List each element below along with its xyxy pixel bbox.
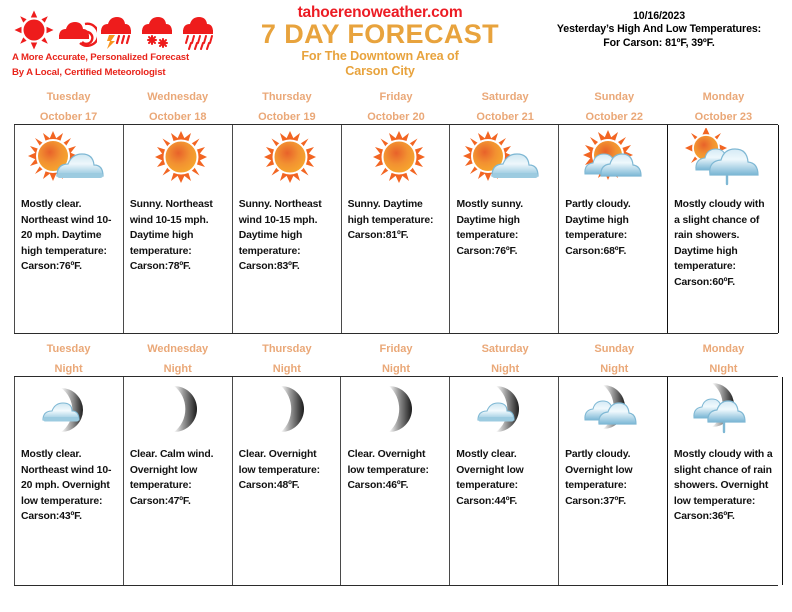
night-forecast-text: Clear. Overnight low temperature: Carson:46ºF. <box>347 449 429 492</box>
page-subtitle-line1: For The Downtown Area of <box>301 49 459 63</box>
day-name: Sunday <box>594 91 635 103</box>
day-header-5 <box>560 90 669 124</box>
night-day-name: Sunday <box>594 343 635 355</box>
night-day-name: Friday <box>379 343 413 355</box>
night-day-name: Thursday <box>262 343 312 355</box>
day-forecast-text: Mostly cloudy with a slight chance of rain showers. Daytime high temperature: Carson:60ºF. <box>674 199 765 288</box>
night-cell-2[interactable] <box>232 377 342 585</box>
day-name: Monday <box>702 91 745 103</box>
night-label: Night <box>163 363 192 375</box>
night-label: Night <box>600 363 629 375</box>
cloud-lightning-rain-icon <box>98 10 138 50</box>
night-day-name: Monday <box>702 343 745 355</box>
page-title: 7 DAY FORECAST <box>260 19 500 49</box>
sun-behind-cloud-icon <box>55 10 97 50</box>
night-header-row <box>14 334 778 376</box>
yesterday-temps-block <box>534 10 784 50</box>
night-row-wrapper <box>14 376 778 586</box>
night-cell-0[interactable] <box>14 377 124 585</box>
night-header-1 <box>123 342 232 376</box>
yesterday-temps-value: For Carson: 81ºF, 39ºF. <box>603 36 715 49</box>
sun-behind-cloud-icon <box>21 129 117 185</box>
sun-behind-clouds-icon <box>565 129 661 185</box>
yesterday-temps-label: Yesterday’s High And Low Temperatures: <box>556 23 762 36</box>
night-header-0 <box>14 342 123 376</box>
moon-behind-cloud-icon <box>21 381 117 437</box>
day-row-wrapper <box>14 124 778 334</box>
day-date: October 22 <box>585 111 643 123</box>
night-day-name: Wednesday <box>147 343 209 355</box>
night-label: Night <box>54 363 83 375</box>
brand-logo <box>10 4 215 79</box>
day-forecast-text: Mostly sunny. Daytime high temperature: Carson:76ºF. <box>456 199 523 257</box>
moon-clouds-rain-icon <box>674 381 776 437</box>
day-name: Thursday <box>262 91 312 103</box>
day-header-1 <box>123 90 232 124</box>
night-cell-5[interactable] <box>558 377 668 585</box>
night-forecast-text: Mostly cloudy with a slight chance of rain showers. Overnight low temperature: Carson:36ºF. <box>673 449 773 523</box>
day-cell-5[interactable] <box>558 125 668 333</box>
sun-icon <box>130 129 226 185</box>
day-forecast-text: Partly cloudy. Daytime high temperature: Carson:68ºF. <box>565 199 631 257</box>
night-cell-4[interactable] <box>449 377 559 585</box>
crescent-moon-icon <box>130 381 226 437</box>
day-forecast-text: Mostly clear. Northeast wind 10-20 mph. Daytime high temperature: Carson:76ºF. <box>21 199 112 273</box>
night-label: Night <box>381 363 411 375</box>
site-url[interactable]: tahoerenoweather.com <box>297 4 463 21</box>
title-block <box>215 4 545 79</box>
day-date: October 18 <box>148 111 207 123</box>
day-header-6 <box>669 90 778 124</box>
night-forecast-text: Mostly clear. Northeast wind 10-20 mph. Overnight low temperature: Carson:43ºF. <box>21 449 112 523</box>
day-date: October 17 <box>39 111 98 123</box>
logo-tagline-line1: A More Accurate, Personalized Forecast <box>12 52 189 63</box>
crescent-moon-icon <box>347 381 443 437</box>
day-name: Wednesday <box>147 91 209 103</box>
page-subtitle-line2: Carson City <box>345 64 415 78</box>
night-header-4 <box>451 342 560 376</box>
day-cell-1[interactable] <box>123 125 233 333</box>
day-header-0 <box>14 90 123 124</box>
night-cell-6[interactable] <box>667 377 783 585</box>
day-forecast-row <box>14 124 778 334</box>
night-day-name: Tuesday <box>46 343 91 355</box>
sun-behind-cloud-icon <box>456 129 552 185</box>
night-header-2 <box>232 342 341 376</box>
day-header-3 <box>341 90 450 124</box>
logo-tagline-line2: By A Local, Certified Meteorologist <box>12 66 166 78</box>
logo-icon-row <box>10 4 215 50</box>
night-cell-3[interactable] <box>340 377 450 585</box>
night-header-6 <box>669 342 778 376</box>
day-header-4 <box>451 90 560 124</box>
crescent-moon-icon <box>239 381 335 437</box>
day-date: October 21 <box>476 111 534 123</box>
night-label: Night <box>491 363 520 375</box>
moon-behind-clouds-icon <box>565 381 661 437</box>
sun-icon <box>348 129 444 185</box>
forecast-date: 10/16/2023 <box>632 10 686 22</box>
night-forecast-text: Clear. Overnight low temperature: Carson:48ºF. <box>238 449 320 492</box>
night-cell-1[interactable] <box>123 377 233 585</box>
night-forecast-text: Partly cloudy. Overnight low temperature: Carson:37ºF. <box>565 449 633 507</box>
day-name: Saturday <box>481 91 529 103</box>
cloud-rain-icon <box>180 10 220 50</box>
day-date: October 20 <box>367 111 425 123</box>
cloud-snow-icon <box>139 10 179 50</box>
day-cell-6[interactable] <box>667 125 779 333</box>
clouds-with-rain-icon <box>674 129 772 185</box>
night-forecast-row <box>14 376 778 586</box>
day-header-2 <box>232 90 341 124</box>
page-header <box>0 0 792 88</box>
night-label: NIght <box>709 363 738 375</box>
day-forecast-text: Sunny. Daytime high temperature: Carson:81ºF. <box>347 199 434 242</box>
night-header-3 <box>341 342 450 376</box>
moon-behind-cloud-icon <box>456 381 552 437</box>
day-cell-3[interactable] <box>341 125 451 333</box>
sun-icon <box>14 10 54 50</box>
day-cell-0[interactable] <box>14 125 124 333</box>
day-date: October 19 <box>258 111 316 123</box>
night-forecast-text: Clear. Calm wind. Overnight low temperature: Carson:47ºF. <box>129 449 214 507</box>
day-cell-2[interactable] <box>232 125 342 333</box>
day-name: Friday <box>379 91 413 103</box>
day-header-row <box>14 88 778 124</box>
night-day-name: Saturday <box>481 343 529 355</box>
night-label: Night <box>272 363 301 375</box>
night-forecast-text: Mostly clear. Overnight low temperature: Carson:44ºF. <box>456 449 524 507</box>
day-date: October 23 <box>694 111 753 123</box>
day-cell-4[interactable] <box>449 125 559 333</box>
day-forecast-text: Sunny. Northeast wind 10-15 mph. Daytime high temperature: Carson:83ºF. <box>238 199 322 273</box>
day-forecast-text: Sunny. Northeast wind 10-15 mph. Daytime high temperature: Carson:78ºF. <box>129 199 213 273</box>
sun-icon <box>239 129 335 185</box>
night-header-5 <box>560 342 669 376</box>
day-name: Tuesday <box>46 91 91 103</box>
